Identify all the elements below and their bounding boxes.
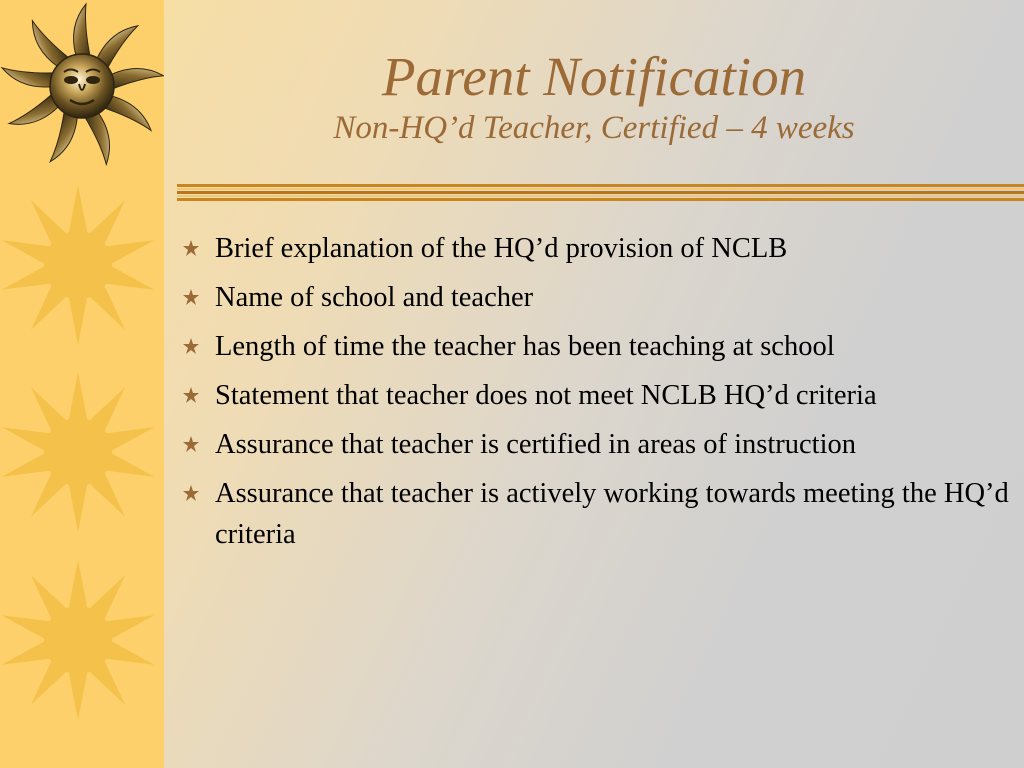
slide-title: Parent Notification bbox=[381, 46, 807, 107]
metallic-sun-face-icon bbox=[0, 4, 164, 166]
star-bullet-icon bbox=[180, 228, 202, 269]
sun-icon bbox=[0, 372, 157, 532]
bullet-text: Assurance that teacher is certified in areas of instruction bbox=[215, 429, 856, 460]
slide-header bbox=[164, 42, 1024, 148]
list-item bbox=[180, 473, 1020, 555]
bullet-text: Statement that teacher does not meet NCLB HQ’d criteria bbox=[215, 380, 877, 411]
sun-icon bbox=[0, 560, 157, 720]
decorative-side-strip bbox=[0, 0, 164, 768]
sun-decorations bbox=[0, 0, 164, 768]
list-item bbox=[180, 326, 1020, 367]
sun-icon bbox=[0, 185, 157, 345]
title-divider-rule bbox=[177, 182, 1024, 204]
list-item bbox=[180, 424, 1020, 465]
bullet-text: Name of school and teacher bbox=[215, 282, 534, 313]
bullet-text: Length of time the teacher has been teaching at school bbox=[215, 331, 835, 362]
slide-subtitle: Non-HQ’d Teacher, Certified – 4 weeks bbox=[333, 110, 855, 146]
star-bullet-icon bbox=[180, 424, 202, 465]
bullet-list bbox=[180, 228, 1020, 563]
list-item bbox=[180, 228, 1020, 269]
list-item bbox=[180, 375, 1020, 416]
star-bullet-icon bbox=[180, 375, 202, 416]
star-bullet-icon bbox=[180, 326, 202, 367]
bullet-text: Assurance that teacher is actively working towards meeting the HQ’d criteria bbox=[215, 478, 1009, 550]
star-bullet-icon bbox=[180, 473, 202, 514]
list-item bbox=[180, 277, 1020, 318]
star-bullet-icon bbox=[180, 277, 202, 318]
bullet-text: Brief explanation of the HQ’d provision of NCLB bbox=[215, 233, 788, 264]
